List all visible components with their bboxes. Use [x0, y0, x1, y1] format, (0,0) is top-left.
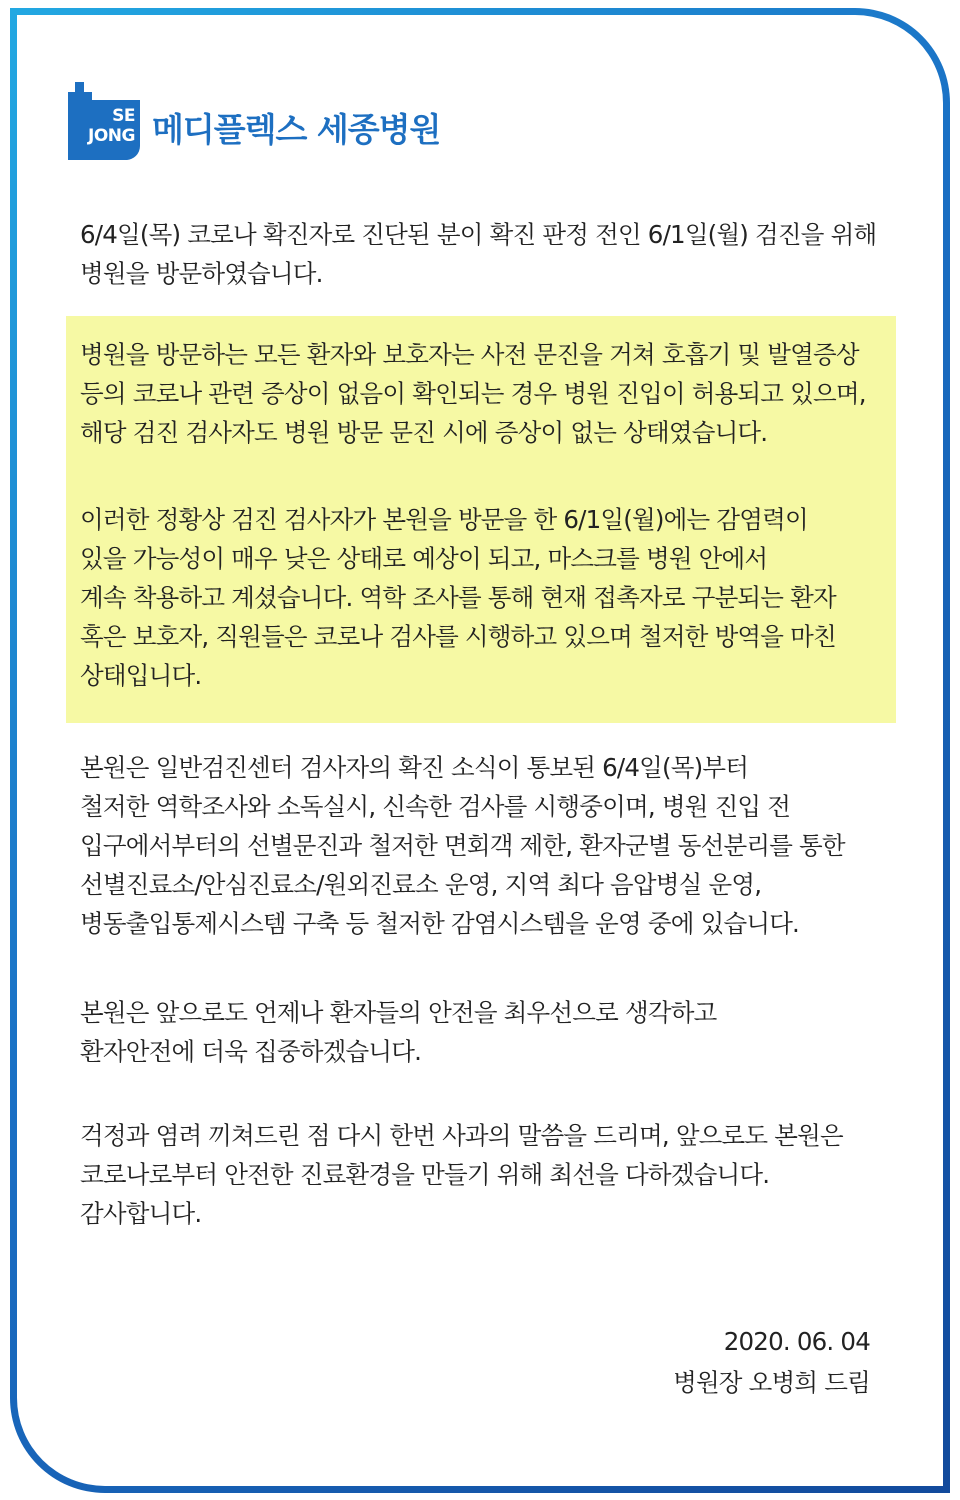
- hospital-logo: [68, 82, 440, 160]
- text-line: 본원은 일반검진센터 검사자의 확진 소식이 통보된 6/4일(목)부터: [80, 753, 749, 782]
- text-line: 있을 가능성이 매우 낮은 상태로 예상이 되고, 마스크를 병원 안에서: [80, 544, 768, 573]
- text-line: 해당 검진 검사자도 병원 방문 문진 시에 증상이 없는 상태였습니다.: [80, 418, 768, 447]
- text-line: 병원을 방문하였습니다.: [80, 259, 323, 288]
- hospital-name: 메디플렉스 세종병원: [152, 109, 441, 149]
- apology-paragraph: [80, 1116, 900, 1233]
- highlight-paragraph-2: [80, 500, 900, 695]
- text-line: 선별진료소/안심진료소/원외진료소 운영, 지역 최다 음압병실 운영,: [80, 870, 762, 899]
- text-line: 걱정과 염려 끼쳐드린 점 다시 한번 사과의 말씀을 드리며, 앞으로도 본원은: [80, 1121, 843, 1150]
- sejong-cross-logo-icon: [68, 82, 140, 160]
- text-line: 본원은 앞으로도 언제나 환자들의 안전을 최우선으로 생각하고: [80, 998, 717, 1027]
- text-line: 코로나로부터 안전한 진료환경을 만들기 위해 최선을 다하겠습니다.: [80, 1160, 770, 1189]
- text-line: 철저한 역학조사와 소독실시, 신속한 검사를 시행중이며, 병원 진입 전: [80, 792, 791, 821]
- signoff: [673, 1321, 870, 1403]
- text-line: 감사합니다.: [80, 1199, 202, 1228]
- text-line: 상태입니다.: [80, 661, 202, 690]
- logo-mark-text: SE JONG: [88, 106, 135, 146]
- text-line: 혹은 보호자, 직원들은 코로나 검사를 시행하고 있으며 철저한 방역을 마친: [80, 622, 836, 651]
- text-line: 병원을 방문하는 모든 환자와 보호자는 사전 문진을 거쳐 호흡기 및 발열증상: [80, 340, 859, 369]
- text-line: 계속 착용하고 계셨습니다. 역학 조사를 통해 현재 접촉자로 구분되는 환자: [80, 583, 836, 612]
- signature: 병원장 오병희 드림: [673, 1368, 870, 1397]
- notice-date: 2020. 06. 04: [723, 1327, 870, 1356]
- intro-paragraph: [80, 215, 900, 293]
- text-line: 병동출입통제시스템 구축 등 철저한 감염시스템을 운영 중에 있습니다.: [80, 909, 800, 938]
- measures-paragraph: [80, 748, 900, 943]
- highlight-paragraph-1: [80, 335, 900, 452]
- text-line: 환자안전에 더욱 집중하겠습니다.: [80, 1037, 422, 1066]
- text-line: 6/4일(목) 코로나 확진자로 진단된 분이 확진 판정 전인 6/1일(월) 검진을 위해: [80, 220, 877, 249]
- commitment-paragraph: [80, 993, 900, 1071]
- text-line: 이러한 정황상 검진 검사자가 본원을 방문을 한 6/1일(월)에는 감염력이: [80, 505, 808, 534]
- text-line: 등의 코로나 관련 증상이 없음이 확인되는 경우 병원 진입이 허용되고 있으며,: [80, 379, 866, 408]
- text-line: 입구에서부터의 선별문진과 철저한 면회객 제한, 환자군별 동선분리를 통한: [80, 831, 845, 860]
